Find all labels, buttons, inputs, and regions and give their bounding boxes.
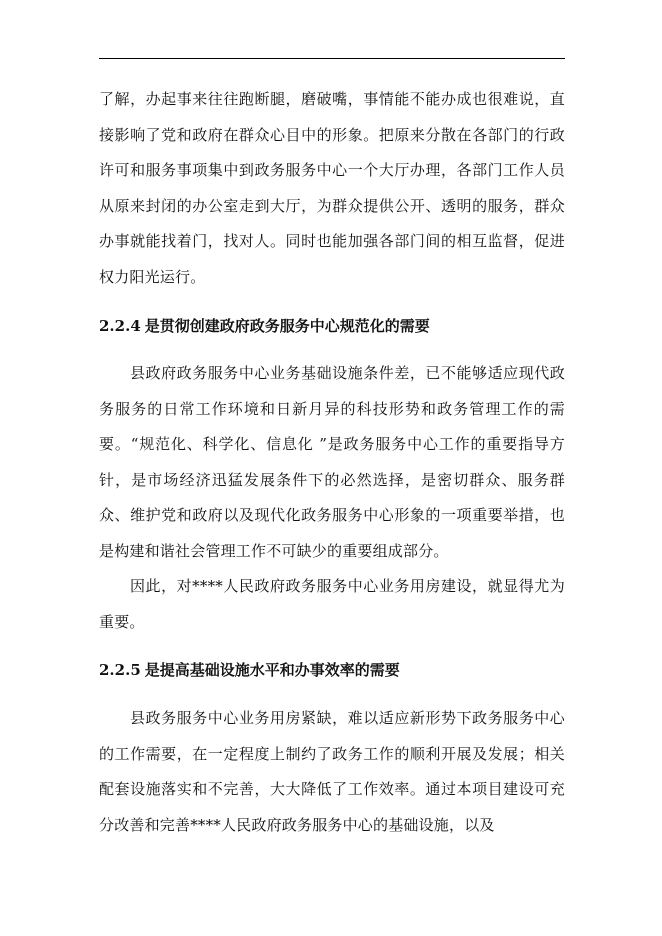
- section-title: 是提高基础设施水平和办事效率的需要: [144, 661, 400, 679]
- paragraph-continuation: 了解，办起事来往往跑断腿，磨破嘴，事情能不能办成也很难说，直接影响了党和政府在群众心目中的形象。把原来分散在各部门的行政许可和服务事项集中到政务服务中心一个大厅办理，各部门工作人员从原来封闭的办公室走到大厅，为群众提供公开、透明的服务，群众办事就能找着门，找对人。同时也能加强各部门间的相互监督，促进权力阳光运行。: [99, 90, 565, 286]
- paragraph: 县政务服务中心业务用房紧缺，难以适应新形势下政务服务中心的工作需要，在一定程度上制约了政务工作的顺利开展及发展；相关配套设施落实和不完善，大大降低了工作效率。通过本项目建设可充分改善和完善****人民政府政务服务中心的基础设施，以及: [99, 709, 565, 834]
- paragraph: 县政府政务服务中心业务基础设施条件差，已不能够适应现代政务服务的日常工作环境和日新月异的科技形势和政务管理工作的需要。“规范化、科学化、信息化 ”是政务服务中心工作的重要指导方针，是市场经济迅猛发展条件下的必然选择，是密切群众、服务群众、维护党和政府以及现代化政务服务中心形象的一项重要举措，也是构建和谐社会管理工作不可缺少的重要组成部分。: [99, 364, 565, 560]
- section-heading-2-2-5: [99, 660, 565, 680]
- document-body: [99, 82, 565, 843]
- section-number: 2.2.4: [99, 317, 141, 335]
- section-heading-2-2-4: [99, 316, 565, 336]
- section-number: 2.2.5: [99, 661, 141, 679]
- header-rule: [99, 58, 565, 59]
- section-title: 是贯彻创建政府政务服务中心规范化的需要: [144, 317, 430, 335]
- paragraph: 因此，对****人民政府政务服务中心业务用房建设，就显得尤为重要。: [99, 577, 565, 631]
